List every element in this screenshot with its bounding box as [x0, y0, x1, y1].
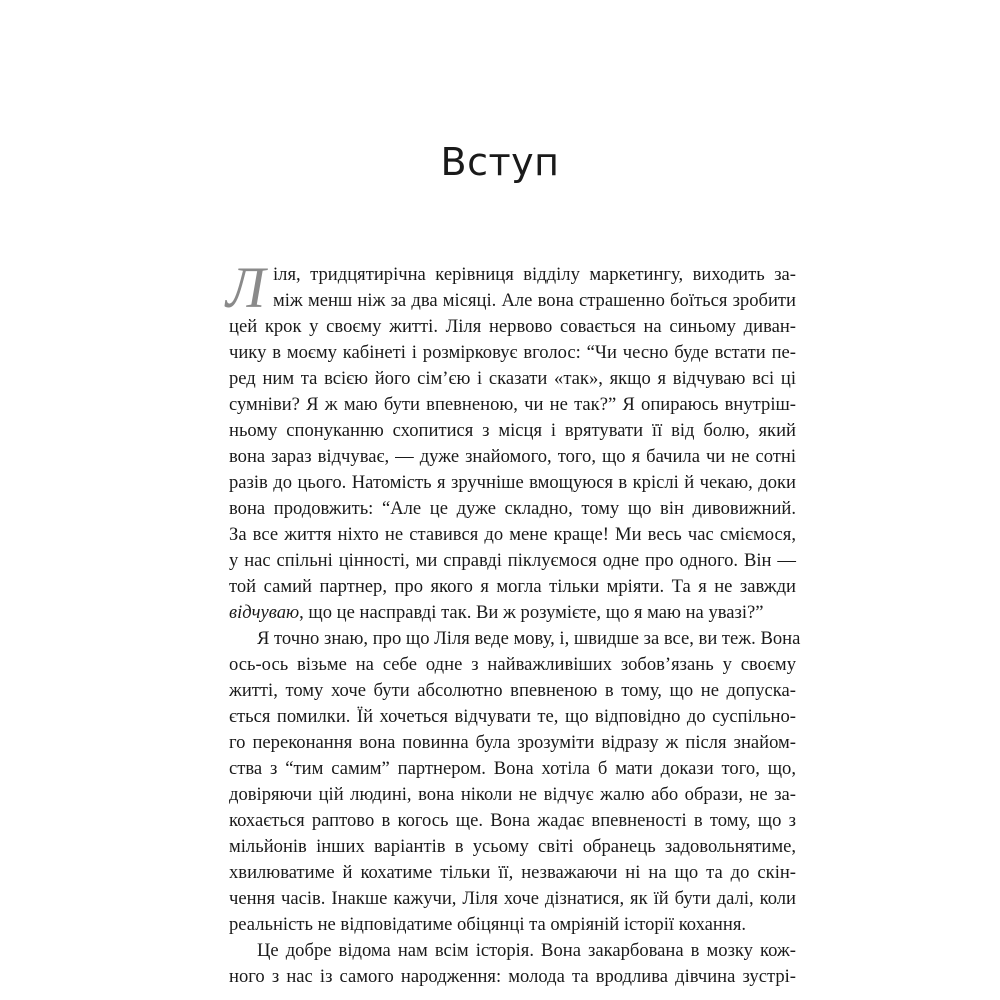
- text-line: ства з “тим самим” партнером. Вона хотіла б мати докази того, що,: [229, 758, 796, 779]
- text-line: ред ним та всією його сім’єю і сказати «так», якщо я відчуваю всі ці: [229, 368, 796, 389]
- text-line: вона зараз відчуває, — дуже знайомого, того, що я бачила чи не сотні: [229, 446, 796, 467]
- italic-word: відчуваю: [229, 602, 300, 623]
- text-line: у нас спільні цінності, ми справді піклуємося одне про одного. Він —: [229, 550, 796, 571]
- text-line: го переконання вона повинна була зрозуміти відразу ж після знайом-: [229, 732, 796, 753]
- text-line: ного з нас із самого народження: молода та вродлива дівчина зустрі-: [229, 966, 796, 987]
- text-line: хвилюватиме й кохатиме тільки її, незважаючи ні на що та до скін-: [229, 862, 796, 883]
- text-line: Я точно знаю, про що Ліля веде мову, і, швидше за все, ви теж. Вона: [257, 628, 801, 649]
- opening-paragraph: [226, 255, 796, 626]
- line-rest: , що це насправді так. Ви ж розумієте, що я маю на увазі?”: [299, 602, 764, 623]
- text-line: іля, тридцятирічна керівниця відділу маркетингу, виходить за-: [273, 264, 796, 285]
- text-line: чення часів. Інакше кажучи, Ліля хоче дізнатися, як їй бути далі, коли: [229, 888, 796, 909]
- text-line: житті, тому хоче бути абсолютно впевненою в тому, що не допуска-: [229, 680, 796, 701]
- text-line: разів до цього. Натомість я зручніше вмощуюся в кріслі й чекаю, доки: [229, 472, 796, 493]
- drop-cap: Л: [226, 255, 266, 320]
- text-line: Це добре відома нам всім історія. Вона закарбована в мозку кож-: [257, 940, 796, 961]
- text-line: чику в моєму кабінеті і розмірковує вголос: “Чи чесно буде встати пе-: [229, 342, 796, 363]
- text-line: ось-ось візьме на себе одне з найважливіших зобов’язань у своєму: [229, 654, 796, 675]
- chapter-title: Вступ: [440, 140, 560, 184]
- text-line: між менш ніж за два місяці. Але вона страшенно боїться зробити: [273, 290, 796, 311]
- text-line: кохається раптово в когось ще. Вона жадає впевненості в тому, що з: [229, 810, 796, 831]
- text-line: той самий партнер, про якого я могла тільки мріяти. Та я не завжди: [229, 576, 796, 597]
- second-paragraph: [229, 626, 801, 938]
- text-line: ньому спонуканню схопитися з місця і врятувати її від болю, який: [229, 420, 796, 441]
- text-line: реальність не відповідатиме обіцянці та омріяній історії кохання.: [229, 914, 747, 935]
- third-paragraph: [229, 938, 796, 990]
- text-line: вона продовжить: “Але це дуже складно, тому що він дивовижний.: [229, 498, 796, 519]
- body-text: [226, 255, 801, 990]
- text-line: [229, 600, 796, 626]
- text-line: мільйонів інших варіантів в усьому світі обранець задовольнятиме,: [229, 836, 796, 857]
- text-line: довіряючи цій людині, вона ніколи не відчує жалю або образи, не за-: [229, 784, 796, 805]
- text-line: сумніви? Я ж маю бути впевненою, чи не так?” Я опираюсь внутріш-: [229, 394, 796, 415]
- text-line: За все життя ніхто не ставився до мене краще! Ми весь час сміємося,: [229, 524, 796, 545]
- text-line: цей крок у своєму житті. Ліля нервово совається на синьому диван-: [229, 316, 796, 337]
- text-line: ється помилки. Їй хочеться відчувати те, що відповідно до суспільно-: [229, 706, 796, 727]
